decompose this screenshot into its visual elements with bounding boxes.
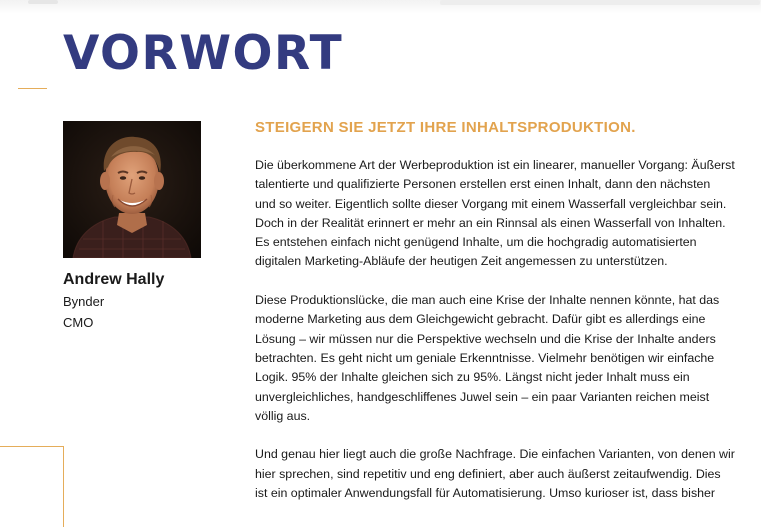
text-line: Die überkommene Art der Werbeproduktion ist ein linearer, manueller Vorgang: Äußerst <box>255 158 735 172</box>
article-body <box>255 156 735 523</box>
decorative-corner-frame <box>0 446 64 527</box>
text-line: betrachten. Es geht nicht um geniale Erkenntnisse. Vielmehr benötigen wir einfache <box>255 350 715 365</box>
text-line: Diese Produktionslücke, die man auch eine Krise der Inhalte nennen könnte, hat das <box>255 293 720 308</box>
text-line: digitalen Marketing-Abläufe der heutigen Zeit angemessen zu unterstützen. <box>255 254 668 269</box>
text-line: Es entstehen einfach nicht genügend Inhalte, um die hochgradig automatisierten <box>255 235 697 250</box>
text-line: hier sprechen, sind repetitiv und eng definiert, aber auch äußerst zeitaufwendig. Dies <box>255 466 721 481</box>
blurred-header-fragment <box>440 0 760 5</box>
text-line: Doch in der Realität erinnert er mehr an ein Rinnsal als einen Wasserfall von Inhalten. <box>255 215 726 230</box>
author-portrait-photo <box>63 121 201 258</box>
text-line: moderne Marketing aus dem Gleichgewicht gebracht. Dafür gibt es allerdings eine <box>255 312 706 327</box>
text-line: Lösung – wir müssen nur die Perspektive wechseln und die Krise der Inhalte anders <box>255 331 716 346</box>
text-line: Logik. 95% der Inhalte gleichen sich zu 95%. Längst nicht jeder Inhalt muss ein <box>255 370 690 385</box>
text-line: ist ein optimaler Anwendungsfall für Automatisierung. Umso kurioser ist, dass bisher <box>255 486 716 501</box>
page-title: VORWORT <box>63 26 344 81</box>
top-edge-fade <box>0 0 761 14</box>
text-line: und so weiter. Eigentlich sollte dieser Vorgang mit einem Wasserfall vergleichbar sein. <box>255 196 727 211</box>
author-name: Andrew Hally <box>63 271 165 288</box>
author-company: Bynder <box>63 294 105 309</box>
author-portrait <box>63 121 201 258</box>
title-accent-rule <box>18 88 47 89</box>
article-paragraph <box>255 291 720 426</box>
article-paragraph <box>255 156 735 272</box>
blurred-header-fragment <box>28 0 58 4</box>
text-line: unvergleichliches, handgeschliffenes Juwel sein – ein paar Varianten reichen meist <box>255 389 710 404</box>
text-line: völlig aus. <box>255 408 311 423</box>
author-role: CMO <box>63 315 94 330</box>
text-line: talentierte und qualifizierte Personen erstellen erst einen Inhalt, dann den nächsten <box>255 177 711 192</box>
article-heading: STEIGERN SIE JETZT IHRE INHALTSPRODUKTION. <box>255 119 636 136</box>
text-line: Und genau hier liegt auch die große Nachfrage. Die einfachen Varianten, von denen wir <box>255 447 735 462</box>
